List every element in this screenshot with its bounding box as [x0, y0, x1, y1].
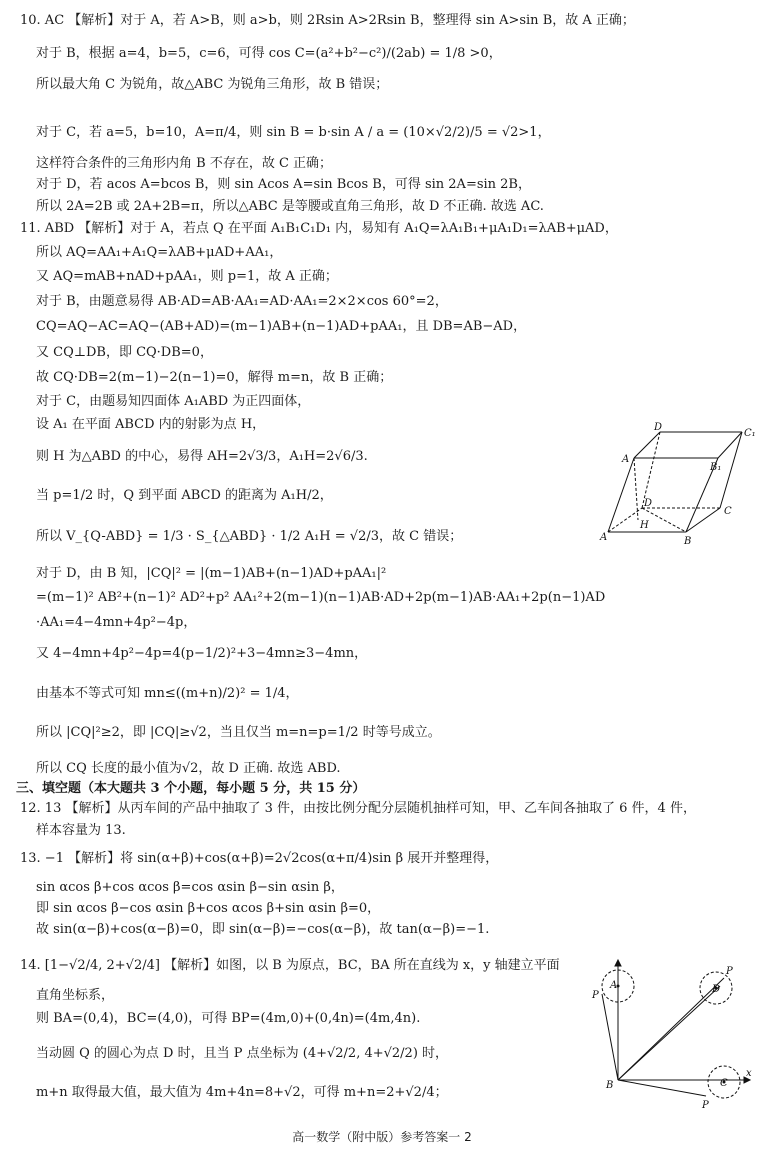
label-d: D	[712, 984, 721, 995]
label-h: H	[640, 520, 649, 531]
q14-l1: 14. [1−√2/4, 2+√2/4] 【解析】如图，以 B 为原点，BC，BA 所在直线为 x，y 轴建立平面	[20, 958, 560, 973]
q11-l18: 所以 |CQ|²≥2，即 |CQ|≥√2，当且仅当 m=n=p=1/2 时等号成立。	[36, 725, 441, 740]
q11-l17: 由基本不等式可知 mn≤((m+n)/2)² = 1/4，	[36, 686, 299, 701]
label-c1: C₁	[744, 428, 756, 439]
label-c-circle: C	[720, 1078, 728, 1089]
q11-l13: 对于 D，由 B 知，|CQ|² = |(m−1)AB+(n−1)AD+pAA₁|²	[36, 566, 387, 581]
q10-l2: 对于 B，根据 a=4，b=5，c=6，可得 cos C=(a²+b²−c²)/(2ab) = 1/8 >0，	[36, 46, 502, 61]
label-x-axis: x	[746, 1068, 752, 1079]
label-p-left: P	[592, 990, 599, 1001]
coordinate-figure	[588, 950, 758, 1115]
parallelepiped-diagram	[598, 420, 758, 550]
label-b1: B₁	[710, 462, 722, 473]
q11-l10: 则 H 为△ABD 的中心，易得 AH=2√3/3，A₁H=2√6/3.	[36, 449, 368, 464]
q11-l6: 又 CQ⊥DB，即 CQ·DB=0，	[36, 345, 213, 360]
q14-l4: 当动圆 Q 的圆心为点 D 时，且当 P 点坐标为 (4+√2/2, 4+√2/2) 时，	[36, 1046, 449, 1061]
q12-l1: 12. 13 【解析】从丙车间的产品中抽取了 3 件，由按比例分配分层随机抽样可知，甲、乙车间各抽取了 6 件，4 件，	[20, 801, 696, 816]
q10-l6: 对于 D，若 acos A=bcos B，则 sin Acos A=sin Bcos B，可得 sin 2A=sin 2B，	[36, 177, 531, 192]
label-c: C	[724, 506, 732, 517]
q10-l5: 这样符合条件的三角形内角 B 不存在，故 C 正确；	[36, 156, 333, 171]
q11-l5: CQ=AQ−AC=AQ−(AB+AD)=(m−1)AB+(n−1)AD+pAA₁，且 DB=AB−AD，	[36, 319, 527, 334]
q11-l12: 所以 V_{Q-ABD} = 1/3 · S_{△ABD} · 1/2 A₁H = √2/3，故 C 错误；	[36, 529, 463, 544]
label-a1: A	[622, 454, 630, 465]
label-p-bottom: P	[702, 1100, 709, 1111]
q11-l14: =(m−1)² AB²+(n−1)² AD²+p² AA₁²+2(m−1)(n−1)AB·AD+2p(m−1)AB·AA₁+2p(n−1)AD	[36, 590, 606, 605]
q13-l4: 故 sin(α−β)+cos(α−β)=0，即 sin(α−β)=−cos(α−β)，故 tan(α−β)=−1.	[36, 922, 490, 937]
q11-l8: 对于 C，由题易知四面体 A₁ABD 为正四面体，	[36, 394, 311, 409]
label-d-top: D	[654, 422, 663, 433]
q11-l4: 对于 B，由题意易得 AB·AD=AB·AA₁=AD·AA₁=2×2×cos 60°=2，	[36, 294, 448, 309]
q11-l1: 11. ABD 【解析】对于 A，若点 Q 在平面 A₁B₁C₁D₁ 内，易知有 A₁Q=λA₁B₁+μA₁D₁=λAB+μAD，	[20, 221, 618, 236]
q11-l11: 当 p=1/2 时，Q 到平面 ABCD 的距离为 A₁H/2，	[36, 488, 333, 503]
q11-l3: 又 AQ=mAB+nAD+pAA₁，则 p=1，故 A 正确；	[36, 269, 338, 284]
label-d-bottom: D	[644, 498, 653, 509]
q11-l2: 所以 AQ=AA₁+A₁Q=λAB+μAD+AA₁，	[36, 245, 283, 260]
q13-l1: 13. −1 【解析】将 sin(α+β)+cos(α+β)=2√2cos(α+π/4)sin β 展开并整理得，	[20, 851, 499, 866]
page-footer: 高一数学（附中版）参考答案一 2	[292, 1130, 472, 1144]
label-a: A	[610, 980, 618, 991]
parallelepiped-figure	[598, 420, 758, 550]
q10-l3: 所以最大角 C 为锐角，故△ABC 为锐角三角形，故 B 错误；	[36, 77, 389, 92]
q11-l16: 又 4−4mn+4p²−4p=4(p−1/2)²+3−4mn≥3−4mn，	[36, 646, 368, 661]
q13-l2: sin αcos β+cos αcos β=cos αsin β−sin αsin β，	[36, 880, 344, 895]
sec3: 三、填空题（本大题共 3 个小题，每小题 5 分，共 15 分）	[16, 781, 366, 796]
label-b-origin: B	[606, 1080, 614, 1091]
coordinate-diagram	[588, 950, 758, 1115]
q13-l3: 即 sin αcos β−cos αsin β+cos αcos β+sin αsin β=0，	[36, 901, 381, 916]
q14-l2: 直角坐标系，	[36, 988, 115, 1003]
q11-l15: ·AA₁=4−4mn+4p²−4p，	[36, 615, 197, 630]
label-b: B	[684, 536, 692, 547]
q12-l2: 样本容量为 13.	[36, 823, 126, 838]
q10-l7: 所以 2A=2B 或 2A+2B=π，所以△ABC 是等腰或直角三角形，故 D 不正确. 故选 AC.	[36, 199, 544, 214]
q14-l3: 则 BA=(0,4)，BC=(4,0)，可得 BP=(4m,0)+(0,4n)=(4m,4n).	[36, 1011, 421, 1026]
q11-l19: 所以 CQ 长度的最小值为√2，故 D 正确. 故选 ABD.	[36, 761, 341, 776]
q10-l4: 对于 C，若 a=5，b=10，A=π/4，则 sin B = b·sin A / a = (10×√2/2)/5 = √2>1，	[36, 125, 551, 140]
q10-l1: 10. AC 【解析】对于 A，若 A>B，则 a>b，则 2Rsin A>2Rsin B，整理得 sin A>sin B，故 A 正确；	[20, 13, 635, 28]
label-a-bottom: A	[600, 532, 608, 543]
q11-l7: 故 CQ·DB=2(m−1)−2(n−1)=0，解得 m=n，故 B 正确；	[36, 370, 393, 385]
q14-l5: m+n 取得最大值，最大值为 4m+4n=8+√2，可得 m+n=2+√2/4；	[36, 1085, 448, 1100]
q11-l9: 设 A₁ 在平面 ABCD 内的射影为点 H，	[36, 417, 266, 432]
label-p-top: P	[726, 966, 733, 977]
